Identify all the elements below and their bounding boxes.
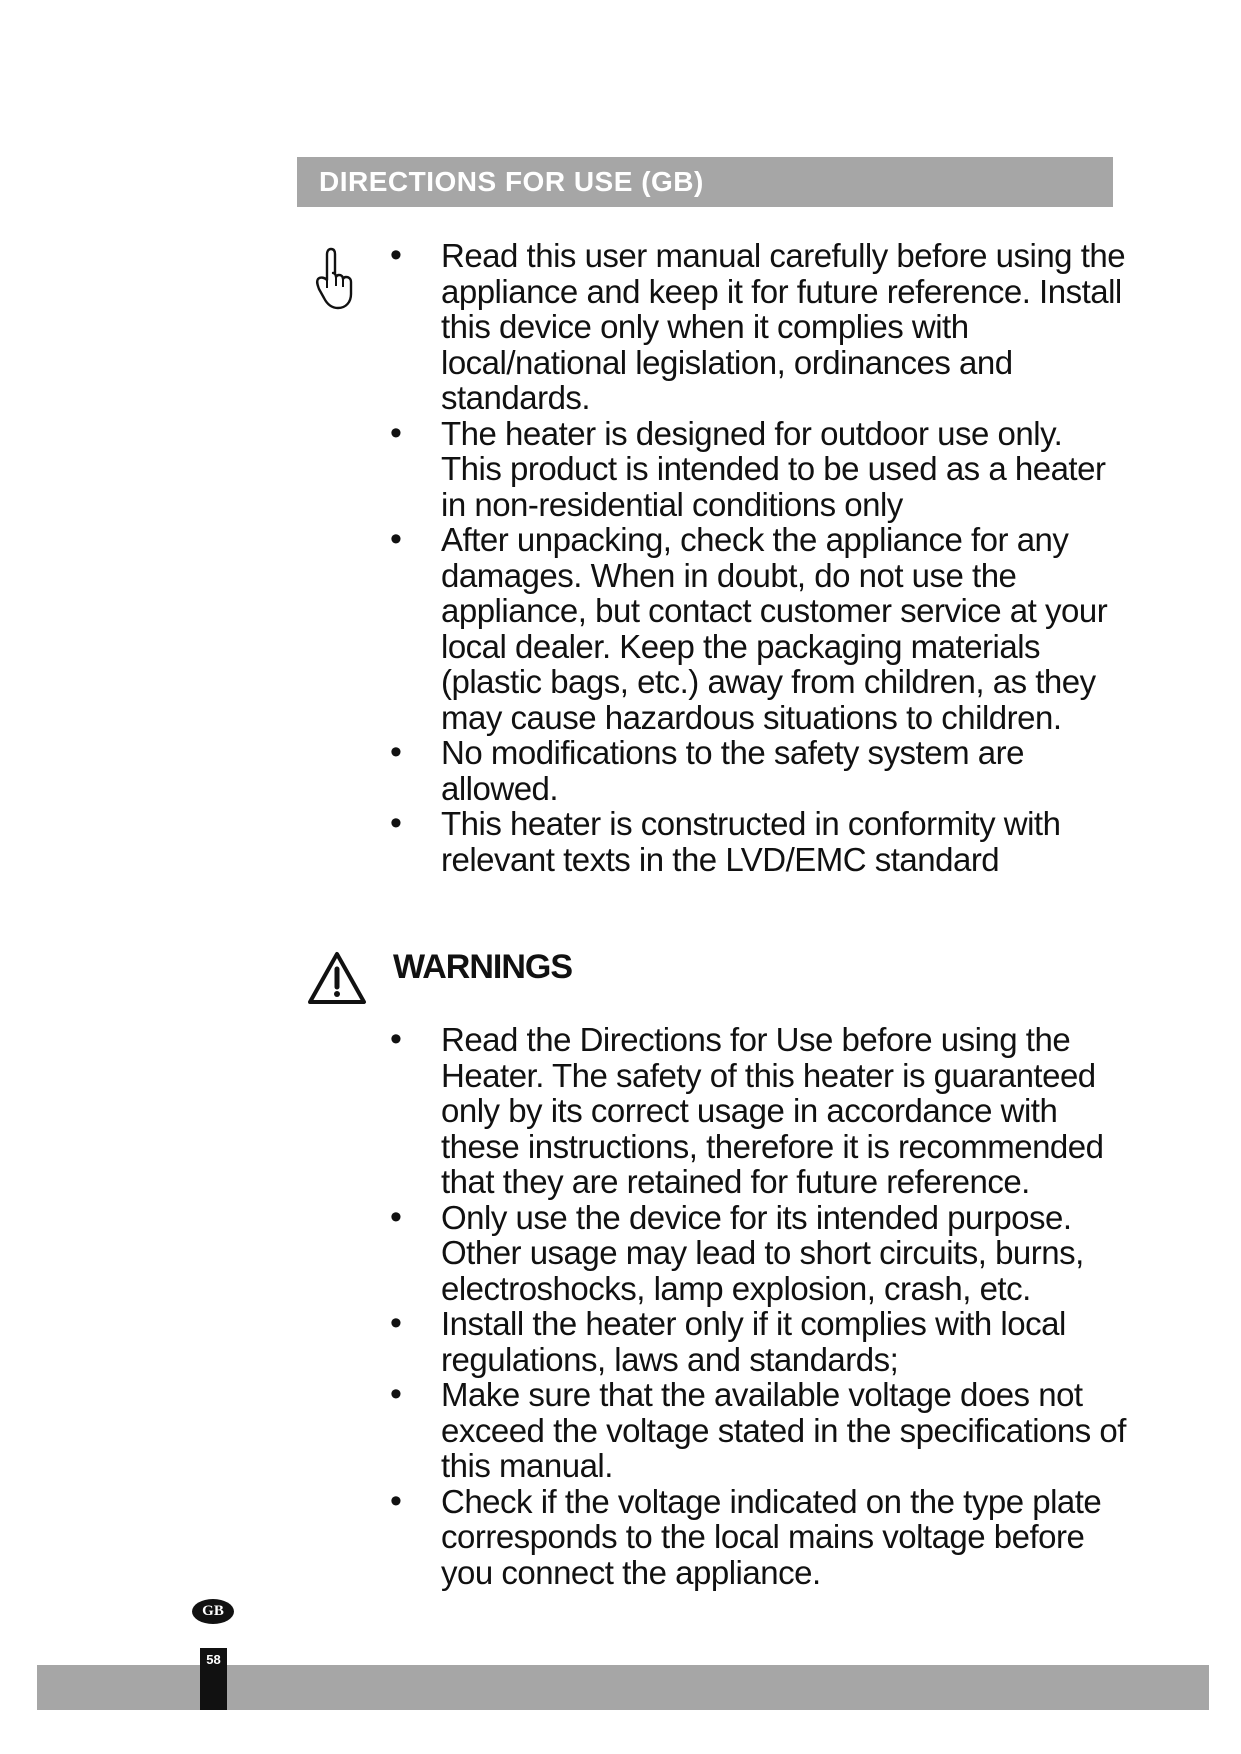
list-item: • The heater is designed for outdoor use only. This product is intended to be used as a heater in non-residential conditions only [385,416,1130,523]
warnings-list [385,1022,1130,1590]
list-item: • After unpacking, check the appliance for any damages. When in doubt, do not use the appliance, but contact customer service at your local dealer. Keep the packaging materials (plastic bags, etc.) away from children, as they may cause hazardous situations to children. [385,522,1130,735]
list-item: • Check if the voltage indicated on the type plate corresponds to the local mains voltage before you connect the appliance. [385,1484,1130,1591]
language-badge: GB [192,1599,234,1624]
list-item: • This heater is constructed in conformity with relevant texts in the LVD/EMC standard [385,806,1130,877]
pointing-finger-icon [311,246,357,314]
list-item: • Only use the device for its intended purpose. Other usage may lead to short circuits, burns, electroshocks, lamp explosion, crash, etc. [385,1200,1130,1307]
list-item: • Make sure that the available voltage does not exceed the voltage stated in the specifications of this manual. [385,1377,1130,1484]
list-item: • No modifications to the safety system are allowed. [385,735,1130,806]
warnings-heading: WARNINGS [393,948,572,986]
warning-triangle-icon [306,950,368,1006]
list-item: • Read this user manual carefully before using the appliance and keep it for future reference. Install this device only when it complies with local/national legislation, ordinances and standards. [385,238,1130,416]
section-header [297,157,1113,207]
section-title: DIRECTIONS FOR USE (GB) [319,166,704,197]
list-item: • Install the heater only if it complies with local regulations, laws and standards; [385,1306,1130,1377]
intro-list [385,238,1130,877]
list-item: • Read the Directions for Use before using the Heater. The safety of this heater is guaranteed only by its correct usage in accordance with these instructions, therefore it is recommended that they are retained for future reference. [385,1022,1130,1200]
page-number: 58 [200,1648,227,1710]
